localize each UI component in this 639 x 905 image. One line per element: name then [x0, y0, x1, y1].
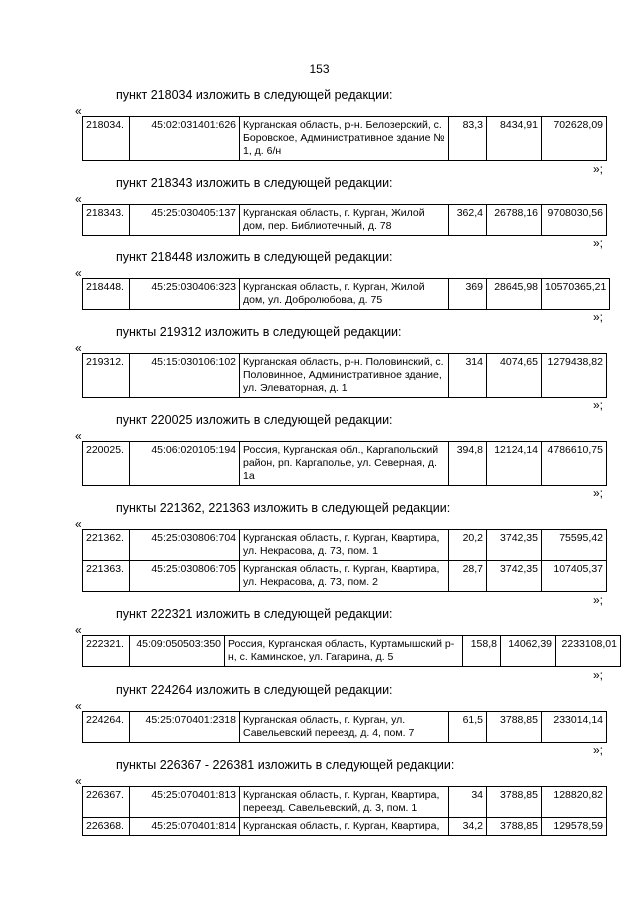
cell-price: 3742,35 — [487, 561, 542, 592]
quote-close: »; — [592, 743, 603, 757]
cell-address: Курганская область, р-н. Белозерский, с. Боровское, Административное здание № 1, д. 6/н — [240, 117, 449, 161]
cell-total: 702628,09 — [542, 117, 607, 161]
cell-price: 12124,14 — [487, 442, 542, 486]
table-row — [83, 530, 607, 561]
cell-id: 218034. — [83, 117, 130, 161]
section-heading: пункт 224264 изложить в следующей редакции: — [116, 683, 393, 697]
registry-table — [82, 204, 607, 236]
cell-address: Курганская область, р-н. Половинский, с. Половинное, Административное здание, ул. Элеваторная, д. 1 — [240, 354, 449, 398]
quote-close: »; — [592, 310, 603, 324]
cell-price: 4074,65 — [487, 354, 542, 398]
quote-open: « — [75, 266, 82, 280]
section-heading: пункт 218034 изложить в следующей редакции: — [116, 88, 393, 102]
cell-total: 10570365,21 — [542, 279, 610, 310]
table-row — [83, 712, 607, 743]
cell-cadastral: 45:25:030806:705 — [130, 561, 240, 592]
registry-table — [82, 441, 607, 486]
cell-id: 226368. — [83, 818, 130, 836]
section-heading: пункт 218448 изложить в следующей редакции: — [116, 250, 393, 264]
cell-total: 128820,82 — [542, 787, 607, 818]
cell-area: 34,2 — [449, 818, 487, 836]
cell-price: 3788,85 — [487, 818, 542, 836]
section-heading: пункт 218343 изложить в следующей редакции: — [116, 176, 393, 190]
cell-id: 218343. — [83, 205, 130, 236]
cell-address: Курганская область, г. Курган, Квартира, — [240, 818, 449, 836]
quote-open: « — [75, 341, 82, 355]
cell-area: 28,7 — [449, 561, 487, 592]
cell-address: Курганская область, г. Курган, Жилой дом, ул. Добролюбова, д. 75 — [240, 279, 449, 310]
cell-area: 20,2 — [449, 530, 487, 561]
quote-close: »; — [592, 593, 603, 607]
cell-id: 221363. — [83, 561, 130, 592]
cell-total: 75595,42 — [542, 530, 607, 561]
cell-total: 233014,14 — [542, 712, 607, 743]
cell-id: 219312. — [83, 354, 130, 398]
cell-cadastral: 45:25:070401:813 — [130, 787, 240, 818]
cell-price: 8434,91 — [487, 117, 542, 161]
cell-cadastral: 45:09:050503:350 — [130, 636, 225, 667]
cell-area: 314 — [449, 354, 487, 398]
cell-area: 61,5 — [449, 712, 487, 743]
cell-address: Курганская область, г. Курган, Жилой дом, пер. Библиотечный, д. 78 — [240, 205, 449, 236]
cell-id: 226367. — [83, 787, 130, 818]
cell-area: 158,8 — [463, 636, 501, 667]
quote-close: »; — [592, 398, 603, 412]
quote-open: « — [75, 192, 82, 206]
quote-close: »; — [592, 162, 603, 176]
cell-area: 394,8 — [449, 442, 487, 486]
cell-price: 3788,85 — [487, 712, 542, 743]
cell-address: Россия, Курганская область, Куртамышский р-н, с. Каминское, ул. Гагарина, д. 5 — [225, 636, 463, 667]
cell-address: Россия, Курганская обл., Каргапольский район, рп. Каргаполье, ул. Северная, д. 1а — [240, 442, 449, 486]
page-number: 153 — [309, 62, 330, 76]
registry-table — [82, 278, 610, 310]
table-row — [83, 279, 610, 310]
table-row — [83, 561, 607, 592]
cell-address: Курганская область, г. Курган, Квартира, переезд. Савельевский, д. 3, пом. 1 — [240, 787, 449, 818]
table-row — [83, 787, 607, 818]
table-row — [83, 442, 607, 486]
quote-close: »; — [592, 668, 603, 682]
cell-id: 221362. — [83, 530, 130, 561]
registry-table — [82, 353, 607, 398]
section-heading: пункты 226367 - 226381 изложить в следующей редакции: — [116, 758, 455, 772]
cell-address: Курганская область, г. Курган, Квартира, ул. Некрасова, д. 73, пом. 1 — [240, 530, 449, 561]
table-row — [83, 205, 607, 236]
cell-id: 220025. — [83, 442, 130, 486]
cell-cadastral: 45:25:030405:137 — [130, 205, 240, 236]
cell-cadastral: 45:25:070401:814 — [130, 818, 240, 836]
cell-price: 3742,35 — [487, 530, 542, 561]
registry-table — [82, 635, 621, 667]
registry-table — [82, 116, 607, 161]
cell-area: 362,4 — [449, 205, 487, 236]
quote-open: « — [75, 517, 82, 531]
cell-address: Курганская область, г. Курган, ул. Савельевский переезд, д. 4, пом. 7 — [240, 712, 449, 743]
cell-total: 107405,37 — [542, 561, 607, 592]
cell-address: Курганская область, г. Курган, Квартира, ул. Некрасова, д. 73, пом. 2 — [240, 561, 449, 592]
registry-table — [82, 711, 607, 743]
cell-cadastral: 45:25:070401:2318 — [130, 712, 240, 743]
section-heading: пункт 220025 изложить в следующей редакции: — [116, 413, 393, 427]
cell-price: 14062,39 — [501, 636, 556, 667]
quote-close: »; — [592, 486, 603, 500]
table-row — [83, 117, 607, 161]
cell-price: 26788,16 — [487, 205, 542, 236]
cell-cadastral: 45:25:030406:323 — [130, 279, 240, 310]
cell-price: 3788,85 — [487, 787, 542, 818]
registry-table — [82, 786, 607, 836]
section-heading: пункт 222321 изложить в следующей редакции: — [116, 607, 393, 621]
cell-total: 4786610,75 — [542, 442, 607, 486]
cell-price: 28645,98 — [487, 279, 542, 310]
cell-area: 83,3 — [449, 117, 487, 161]
quote-open: « — [75, 774, 82, 788]
cell-area: 369 — [449, 279, 487, 310]
cell-area: 34 — [449, 787, 487, 818]
cell-cadastral: 45:02:031401:626 — [130, 117, 240, 161]
cell-total: 2233108,01 — [556, 636, 621, 667]
cell-cadastral: 45:06:020105:194 — [130, 442, 240, 486]
table-row — [83, 354, 607, 398]
quote-close: »; — [592, 236, 603, 250]
quote-open: « — [75, 429, 82, 443]
table-row — [83, 636, 621, 667]
quote-open: « — [75, 623, 82, 637]
cell-total: 9708030,56 — [542, 205, 607, 236]
cell-cadastral: 45:15:030106:102 — [130, 354, 240, 398]
section-heading: пункты 221362, 221363 изложить в следующей редакции: — [116, 501, 451, 515]
cell-total: 129578,59 — [542, 818, 607, 836]
cell-id: 222321. — [83, 636, 130, 667]
cell-total: 1279438,82 — [542, 354, 607, 398]
quote-open: « — [75, 104, 82, 118]
cell-cadastral: 45:25:030806:704 — [130, 530, 240, 561]
cell-id: 218448. — [83, 279, 130, 310]
quote-open: « — [75, 699, 82, 713]
cell-id: 224264. — [83, 712, 130, 743]
registry-table — [82, 529, 607, 592]
table-row — [83, 818, 607, 836]
section-heading: пункты 219312 изложить в следующей редакции: — [116, 325, 402, 339]
